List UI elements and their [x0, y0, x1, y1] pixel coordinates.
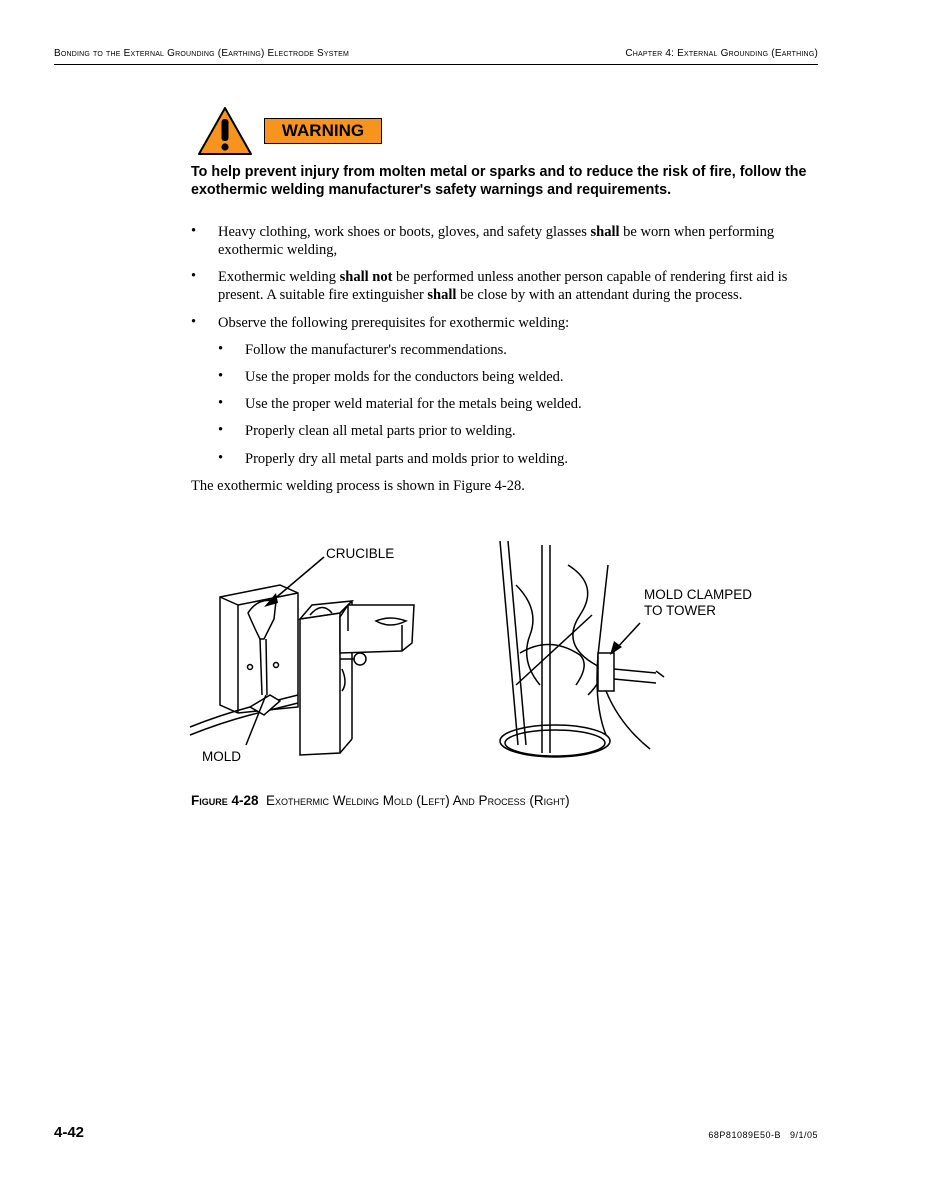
bullet-marker: •: [191, 314, 197, 330]
closing-paragraph: The exothermic welding process is shown in Figure 4-28.: [191, 478, 525, 494]
sub-bullet-marker: •: [218, 450, 224, 466]
tower-drawing: [500, 541, 664, 757]
label-mold-clamped-line1: MOLD CLAMPED: [644, 587, 753, 602]
bullet-marker: •: [191, 268, 197, 284]
bullet-item-first-aid: Exothermic welding shall not be performed unless another person capable of rendering first aid is present. A suitable fire extinguisher shall be close by with an attendant during the process.: [218, 269, 788, 303]
sub-bullet-marker: •: [218, 368, 224, 384]
header-section-title: Bonding to the External Grounding (Earthing) Electrode System: [54, 48, 350, 59]
welding-illustration: [180, 535, 700, 780]
label-mold-clamped: [644, 587, 752, 619]
sub-bullet-item: Properly dry all metal parts and molds prior to welding.: [245, 451, 568, 467]
label-mold: MOLD: [202, 749, 242, 764]
sub-bullet-item: Follow the manufacturer's recommendations.: [245, 342, 507, 358]
label-crucible: CRUCIBLE: [326, 546, 395, 561]
running-header: [54, 48, 818, 65]
bullet-item-prerequisites: Observe the following prerequisites for exothermic welding:: [218, 315, 570, 331]
label-mold-clamped-line2: TO TOWER: [644, 603, 717, 618]
sub-bullet-marker: •: [218, 341, 224, 357]
sub-bullet-item: Properly clean all metal parts prior to welding.: [245, 423, 516, 439]
page-number: 4-42: [54, 1124, 85, 1141]
document-id: 68P81089E50-B 9/1/05: [708, 1130, 818, 1140]
figure-4-28: [180, 535, 753, 780]
sub-bullet-marker: •: [218, 395, 224, 411]
mold-drawing: [190, 557, 414, 755]
figure-title: Exothermic Welding Mold (Left) And Process (Right): [266, 793, 570, 808]
sub-bullet-marker: •: [218, 422, 224, 438]
bullet-marker: •: [191, 223, 197, 239]
figure-caption: [191, 793, 570, 808]
warning-triangle-icon: [197, 106, 253, 156]
bullet-item-clothing: Heavy clothing, work shoes or boots, gloves, and safety glasses shall be worn when performing exothermic welding,: [218, 224, 775, 258]
sub-bullet-item: Use the proper weld material for the metals being welded.: [245, 396, 582, 412]
header-chapter-title: Chapter 4: External Grounding (Earthing): [625, 48, 818, 59]
warning-text: To help prevent injury from molten metal or sparks and to reduce the risk of fire, follow the exothermic welding manufacturer's safety warnings and requirements.: [191, 164, 807, 198]
warning-label: WARNING: [264, 118, 382, 144]
figure-number: Figure 4-28: [191, 793, 259, 808]
sub-bullet-item: Use the proper molds for the conductors being welded.: [245, 369, 564, 385]
